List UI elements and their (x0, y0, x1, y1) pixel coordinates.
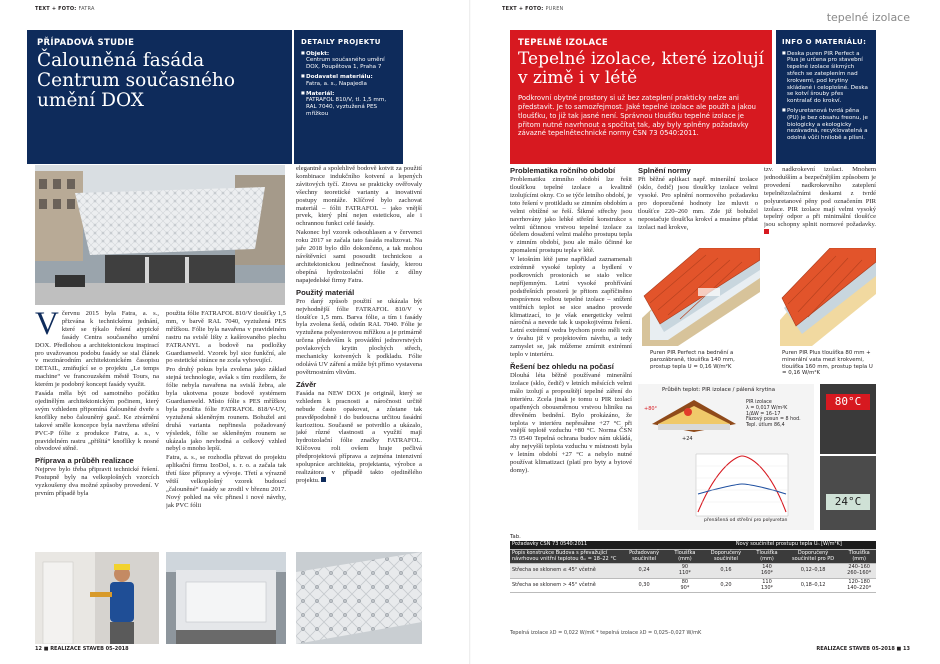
subheading: Závěr (296, 379, 317, 389)
table-header: Nový součinitel prostupu tepla Uₙ [W/m²K] (702, 541, 876, 549)
detail-item: ■ Objekt: Centrum současného umění DOX, Poupětova 1, Praha 7 (301, 51, 396, 71)
col-header: Tloušťka (mm) (668, 549, 702, 564)
worker-photo (35, 552, 159, 644)
details-box (294, 30, 403, 164)
detail-item: ■ Dodavatel materiálu: Fatra, a. s., Napajedla (301, 74, 396, 88)
roof-illustration-perfect (638, 248, 760, 346)
hot-temp-label: +80° (644, 406, 658, 412)
u-value-table (510, 541, 876, 593)
paragraph: Při běžné aplikaci např. minerální izolace (sklo, čedič) jsou tloušťky izolace velmi vysoké. Pro splnění normového požadavku pro doporučené hodnoty lze mluvit o tloušťce 220–260 mm. Zde již bohužel nepostačuje tloušťka krokví a musíme přidat izolaci nad krokve, (638, 176, 758, 231)
col-header: Doporučený součinitel pro PD (784, 549, 843, 564)
diagram-axis-label: přenášená od střešní pro polyuretan (704, 518, 788, 523)
inner-temp-label: +24 (682, 436, 693, 442)
info-heading: INFO O MATERIÁLU: (782, 38, 867, 46)
paragraph: použita fólie FATRAFOL 810/V tloušťky 1,5 mm, v barvě RAL 7040, vyztužená PES mřížkou. Fólie byla navařena v pravidelném rastru na svislé lišty z kašírovaného plechu FATRANYL a bodově na podložky Guardianweld. Vzorek byl sice funkční, ale po estetické stránce ne zcela vyhovující. (166, 310, 286, 365)
table-row: Střecha se sklonem ≤ 45° včetně 0,24 90 110* 0,16 140 160* 0,12–0,18 240–160 260–160* (510, 564, 876, 579)
lead: Podkrovní obytné prostory si už bez zateplení prakticky nelze ani představit. Je to samozřejmost. Jaké tepelné izolace ale použít a jakou tloušťku, to již tak jasné není. Správnou tloušťku tepelné izolace je přitom nutné navrhnout a spočítat tak, aby byly splněny požadavky závazné tepelnětechnické normy ČSN 73 0540:2011. (518, 94, 756, 138)
subheading: Splnění normy (638, 166, 691, 175)
text-column-2 (166, 310, 286, 550)
end-mark-icon (764, 229, 769, 234)
paragraph: tzv. nadkrokevní izolaci. Mnohem jednodušším a bezpečnějším způsobem je provedení nadkrokevního zateplení tepelněizolačními deskami z tvrdé polyuretanové pěny pod označením PIR izolace. PIR izolace mají velmi vysoký tepelný odpor a při minimální tloušťce jsou schopny splnit normové požadavky. (764, 166, 876, 237)
diagram-legend: PIR izolace λ = 0,017 W/m²K 1/ΔW = 16–17 Fázový posun = 8 hod. Tepl. útlum 86,4 (746, 400, 801, 428)
diagram-title: Průběh teplot: PIR izolace / pálená krytina (662, 387, 776, 393)
folio-left: 12 ■ REALIZACE STAVEB 05-2018 (35, 646, 129, 652)
table-note: Tepelná izolace λD = 0,022 W/mK * tepelná izolace λD = 0,025–0,027 W/mK (510, 630, 702, 636)
paragraph: Pro daný způsob použití se ukázala být nejvhodnější fólie FATRAFOL 810/V v tloušťce 1,5 mm. Barva fólie, a tím i fasády byla zvolena šedá, odstín RAL 7040. Fólie je vyztužena polyesterovou mřížkou a je primárně určena především k provádění jednovrstvých povlakových krytin plochých střech, mechanicky kotvených k podkladu. Fólie odolává UV záření a může být přímo vystavena povětrnostním vlivům. (296, 297, 422, 376)
col-header: Popis konstrukce Budova s převažující návrhovou vnitřní teplotou θᵢₙ = 18–22 °C (510, 549, 620, 564)
details-heading: DETAILY PROJEKTU (301, 38, 381, 46)
col-header: Tloušťka (mm) (750, 549, 784, 564)
info-item: ■ Polyuretanová tvrdá pěna (PU) je bez obsahu freonu, je biologicky a ekologicky nezávadná, recyklovatelná a odolná vůči hnilobě a plísni. (782, 108, 870, 142)
thermo-photo-hot (820, 384, 876, 454)
paragraph: Fasáda na NEW DOX je originál, který se vzhledem k pracnosti a náročnosti určitě nebude často opakovat, a zůstane tak pravděpodobně i do budoucna určitou fasádní kuriozitou. Současně se potvrdilo a ukázalo, jaké různé vlastnosti a využití mají hydroizolační fólie značky FATRAFOL. Klíčovou roli ovšem hraje pečlivá předprojektová příprava a zejména intenzivní spolupráce architekta, projektanta, výrobce a realizátora v případě takto ojedinělého projektu. (296, 389, 422, 484)
paragraph: elegantně a spolehlivě bodově kotvit za použití kombinace indukčního kotvení a lepených závitových tyčí. Ztovu se prakticky ověřovaly všechny teoretické varianty a inovativní postupy montáže. Klíčové bylo zachovat materiál – fólii FATRAFOL – jako vnější prvek, který plní nejen estetickou, ale i ochrannou funkci celé fasády. (296, 165, 422, 228)
paragraph: Fasáda měla být od samotného počátku ojedinělým architektonickým počinem, který svým vzhledem připomíná čalouněné dveře s knoflíky nebo čalouněný gauč. Ke ztvárnění takové směle koncepce byla navržena střešní PVC-P fólie z produkce Fatra, a. s., v pravidelném rastru „přišitá“ knoflíky k nosné obvodové stěně. (35, 390, 159, 453)
readout-cool: 24°C (826, 494, 870, 510)
paragraph: Nejprve bylo třeba připravit technické řešení. Postupně byly na velkoplošných vzorcích vyzkoušeny dva možné způsoby provedení. V prvním případě byla (35, 466, 159, 498)
table-header: Požadavky ČSN 73 0540:2011 (510, 541, 702, 549)
caption-perfect: Puren PIR Perfect na bednění a parozábraně, tloušťka 140 mm, prostup tepla U = 0,16 W/m²K (650, 350, 735, 370)
section-label: tepelné izolace (826, 11, 910, 24)
table-row: Střecha se sklonem > 45° včetně 0,30 80 90* 0,20 110 130* 0,18–0,12 120–180 140–220* (510, 578, 876, 593)
text-column-1 (510, 166, 632, 532)
paragraph: Fatra, a. s., se rozhodla přizvat do projektu aplikační firmu IzoDol, s. r. o. a začala tak třetí fáze přípravy a vývoje. Třetí a výrazně větší velkoplošný vzorek budoucí „čalouněné“ fasády se zrodil v březnu 2017. Nový pohled na věc přinesl i nové návrhy, jak PVC fólii (166, 454, 286, 509)
text-column-1 (35, 310, 159, 540)
subheading: Řešení bez ohledu na počasí (510, 361, 614, 371)
col-header: Tloušťka (mm) (842, 549, 876, 564)
kicker: PŘÍPADOVÁ STUDIE (37, 38, 135, 48)
text-column-2 (638, 166, 758, 256)
paragraph: V letošním létě jsme například zaznamenali extrémně vysoké teploty a bydlení v podkrovních prostorách se stalo velice nepříjemným. Letní vysoké prohřívání podstřešních prostorů je přitom zapříčiněno nesprávnou volbou tepelné izolace – snížení vnitřních teplot se sice snadno provede klimatizací, to je však energeticky velmi náročná a nevede tak k uspokojivému řešení. Letní extrémní vedra bychom proto měli vzít v úvahu již v projektovém návrhu, a tedy zamyslet se, jak můžeme zmírnit extrémní teplo v interiéru. (510, 256, 632, 359)
table-label: Tab. (510, 534, 521, 540)
gutter (469, 0, 471, 664)
subheading: Problematika ročního období (510, 166, 616, 175)
drop-cap: V (35, 310, 59, 342)
article-header (510, 30, 772, 164)
text-column-3 (296, 165, 422, 550)
temperature-diagram (638, 384, 814, 530)
right-page (470, 0, 940, 664)
article-title: Čalouněná fasáda Centrum současného umění DOX (37, 50, 235, 112)
paragraph: Pro druhý pokus byla zvolena jako základ stejná technologie, avšak s tím rozdílem, že fólie nebyla navařena na svislá žebra, ale byla ukotvena pouze bodově systémem Guardianweld. Místo fólie s PES mřížkou byla použita fólie FATRAFOL 818/V-UV, vyztužená skleněným rounem. Bohužel ani druhá varianta nepřinesla požadovaný výsledek, fólie se skleněným rounem se ukázala jako nevhodná a celkový vzhled nebyl o mnoho lepší. (166, 366, 286, 453)
article-header (27, 30, 292, 164)
info-box (776, 30, 876, 164)
facade-quilt-photo (296, 552, 422, 644)
paragraph: červnu 2015 byla Fatra, a. s., přizvána k technickému jednání, které se týkalo řešení atypické fasády Centra současného umění DOX. Předlohou a architektonickou inspirací pro uvažovanou podobu fasády se stal článek v mezinárodním architektonickém časopisu DETAIL, zmiňující se o projektu „Le temps machine“ ve francouzském městě Tours, na kterém je podobný koncept fasády využit. (35, 310, 159, 389)
running-head: TEXT + FOTO: FATRA (35, 6, 95, 12)
col-header: Požadovaný součinitel (620, 549, 668, 564)
subheading: Příprava a průběh realizace (35, 456, 134, 466)
thermo-photo-cool (820, 456, 876, 530)
info-item: ■ Deska puren PIR Perfect a Plus je určena pro stavební tepelné izolace šikmých střech se zateplením nad krokvemi, pod krytiny skládané i celoplošné. Deska se kotví šrouby přes kontralať do krokví. (782, 51, 870, 106)
paragraph: Dlouhá léta běžně používané minerální izolace (sklo, čedič) v letních měsících velmi málo izolují a propouštějí tepelné záření do interiéru. Zcela jinak je tomu u PIR izolací opatřených obousměrnou vrstvou hliníku na dřevěném bednění. Bylo prokázáno, že teplota v interiéru nepřesáhne +27 °C při vnější teplotě vzduchu +80 °C. Norma ČSN 73 0540 Tepelná ochrana budov nám ukládá, aby nejvyšší teplota vzduchu v místnosti byla v letním období +27 °C a nebylo nutné používat klimatizaci (platí pro byty a bytové domy). (510, 372, 632, 474)
caption-plus: Puren PIR Plus tloušťka 80 mm + minerální vata mezi krokvemi, tloušťka 160 mm, prostup tepla U = 0,16 W/m²K (782, 350, 873, 377)
article-title: Tepelné izolace, které izolují v zimě i v létě (518, 49, 764, 88)
readout-hot: 80°C (826, 394, 870, 410)
col-header: Doporučený součinitel (702, 549, 751, 564)
facade-detail-photo (166, 552, 286, 644)
end-mark-icon (321, 477, 326, 482)
subheading: Použitý materiál (296, 287, 355, 297)
paragraph: Problematiku zimního období lze řešit tloušťkou tepelné izolace a kvalitně izolujícími okny. Co se týče letního období, je toto řešení v protikladu se zimním obdobím a velmi obtížné se řeší. Šikmé střechy jsou navrhovány jako lehké střešní konstrukce s velmi účinnou vrstvou tepelné izolace za účelem dosažení velmi malého prostupu tepla v zimním období, jsou ale málo účinné ke zpomalení prostupu tepla v létě. (510, 176, 632, 255)
folio-right: REALIZACE STAVEB 05-2018 ■ 13 (816, 646, 910, 652)
paragraph: Nakonec byl vzorek odsouhlasen a v červenci roku 2017 se začala tato fasáda realizovat. Na jaře 2018 bylo dílo dokončeno, a tak mohou návštěvníci sami posoudit technickou a architektonickou jedinečnost fasády, kterou obepíná hydroizolační fólie z dílny napajedelské firmy Fatra. (296, 229, 422, 284)
roof-illustration-plus (776, 248, 876, 346)
running-head: TEXT + FOTO: PUREN (502, 6, 564, 12)
kicker: TEPELNÉ IZOLACE (518, 38, 609, 48)
building-photo (35, 165, 285, 305)
text-column-3 (764, 166, 876, 256)
detail-item: ■ Materiál: FATRAFOL 810/V, tl. 1,5 mm, RAL 7040, vyztužená PES mřížkou (301, 91, 396, 118)
